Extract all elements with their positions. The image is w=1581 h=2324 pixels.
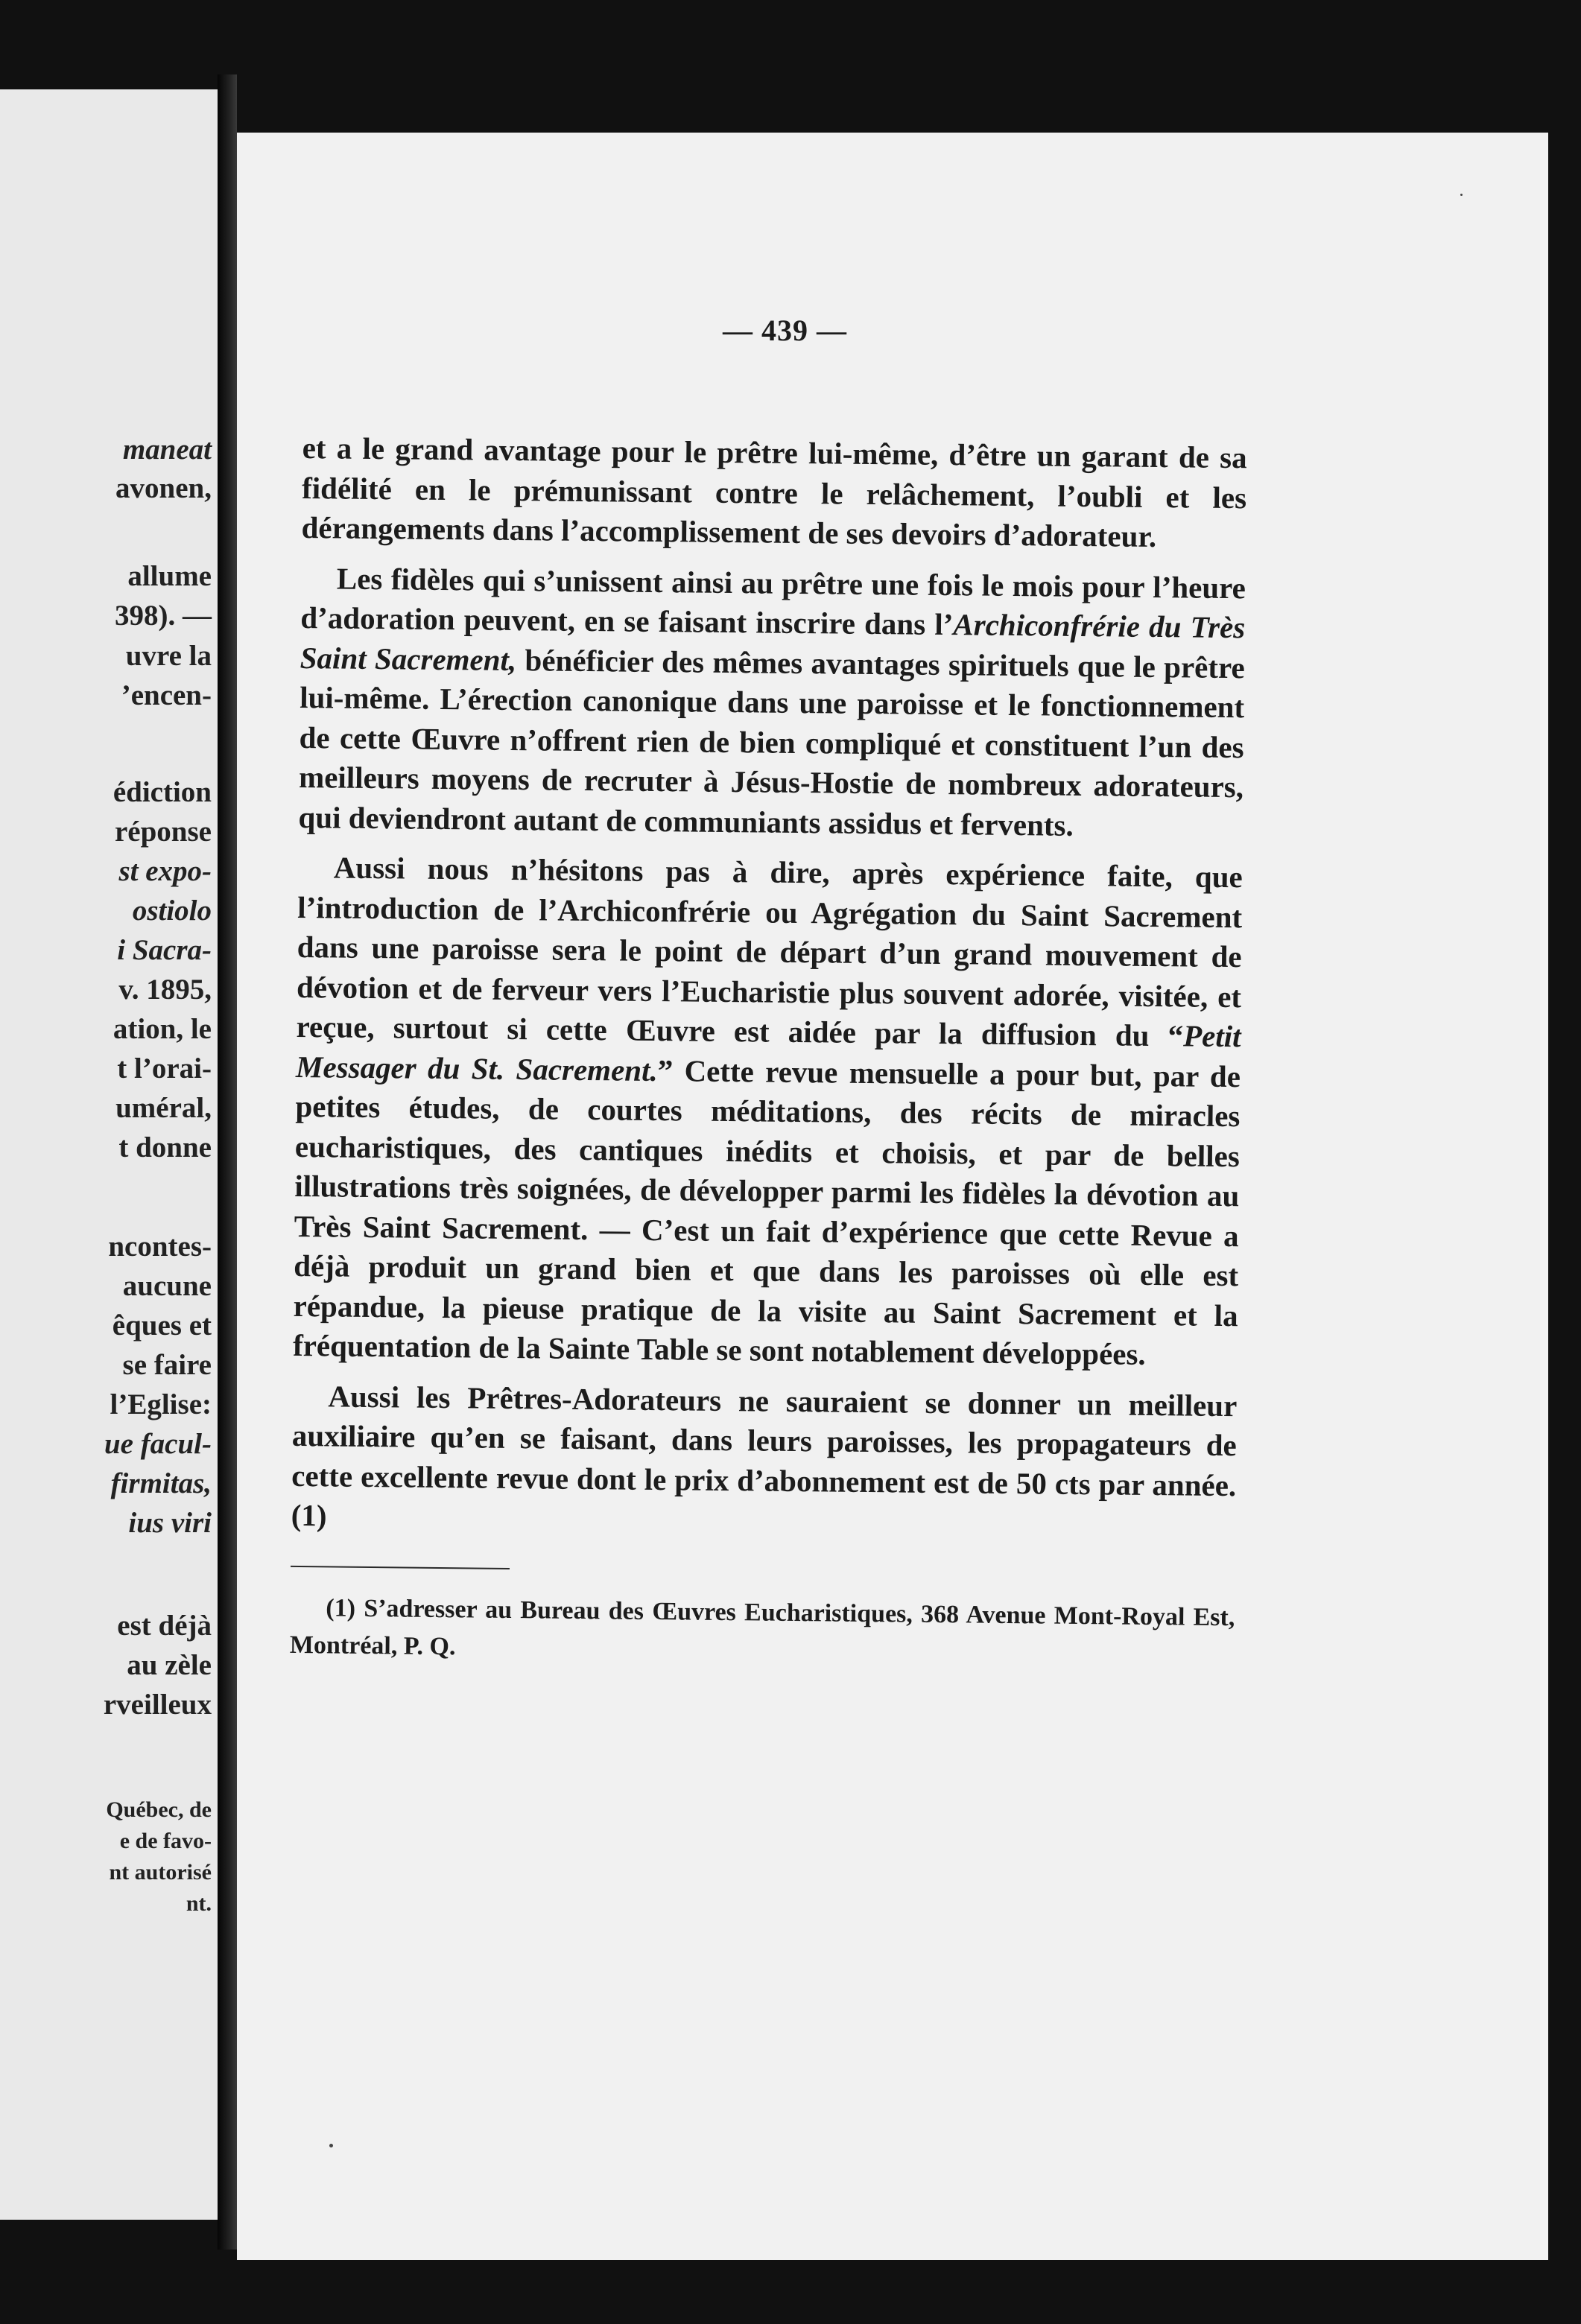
left-page-line: édiction: [113, 776, 212, 808]
left-page-line: aucune: [122, 1270, 212, 1302]
left-page-line: ation, le: [113, 1013, 212, 1045]
main-text-block: [290, 428, 1247, 1674]
speck: [1460, 194, 1463, 196]
left-page-line: ’encen-: [121, 679, 212, 711]
left-page-line: l’Eglise:: [110, 1388, 212, 1420]
text-run: bénéficier des mêmes avantages spirituels que le prêtre lui-même. L’érection canonique dans une paroisse et le fonctionnement de cette Œuvre n’offrent rien de bien compliqué et constituent l’un des meilleurs moyens de recruter à Jésus-Hostie de nombreux adorateurs, qui deviendront autant de communiants assidus et fervents.: [298, 642, 1245, 842]
left-page-line: uvre la: [125, 640, 212, 672]
left-page: [0, 89, 218, 2220]
left-page-line: 398). —: [115, 600, 212, 632]
italic-text: Petit Messager du St. Sacrement.: [295, 1018, 1241, 1088]
left-page-line: t l’orai-: [117, 1053, 212, 1085]
paragraph: [301, 428, 1247, 558]
left-page-line: i Sacra-: [117, 934, 212, 966]
paragraph: [293, 848, 1243, 1376]
paragraphs: [291, 428, 1246, 1546]
footnote: (1) S’adresser au Bureau des Œuvres Eucharistiques, 368 Avenue Mont-Royal Est, Montréal, P. Q.: [289, 1593, 1235, 1660]
text-run: ” Cette revue mensuelle a pour but, par de petites études, de courtes méditations, des récits de miracles eucharistiques, des cantiques inédits et choisis, et par de belles illustrations très soignées, de développer parmi les fidèles la dévotion au Très Saint Sacrement. — C’est un fait d’expérience que cette Revue a déjà produit un grand bien et que dans les paroisses où elle est répandue, la pieuse pratique de la visite au Saint Sacrement et la fréquentation de la Sainte Table se sont notablement développées.: [292, 1053, 1241, 1371]
left-page-line: ncontes-: [108, 1231, 212, 1263]
left-page-footnote-line: e de favo-: [119, 1829, 212, 1853]
page-number: — 439 —: [723, 314, 847, 347]
text-run: Aussi les Prêtres-Adorateurs ne sauraient se donner un meilleur auxiliaire qu’en se faisant, dans leurs paroisses, les propagateurs de cette excellente revue dont le prix d’abonnement est de 50 cts par année. (1): [291, 1378, 1238, 1533]
left-page-line: uméral,: [115, 1092, 212, 1124]
left-page-footnote-line: nt.: [186, 1891, 212, 1916]
left-page-line: firmitas,: [110, 1467, 212, 1499]
left-page-line: réponse: [115, 816, 212, 848]
paragraph: [298, 558, 1246, 847]
text-run: et a le grand avantage pour le prêtre lui-même, d’être un garant de sa fidélité en le prémunissant contre le relâchement, l’oubli et les dérangements dans l’accomplissement de ses devoirs d’adorateur.: [301, 430, 1247, 554]
left-page-line: maneat: [122, 434, 212, 466]
left-page-line: v. 1895,: [118, 974, 212, 1006]
left-page-line: est déjà: [117, 1610, 212, 1642]
footnote-rule: [291, 1565, 510, 1569]
speck: [329, 2144, 333, 2147]
left-page-line: avonen,: [115, 472, 212, 504]
left-page-footnote-line: nt autorisé: [109, 1860, 212, 1885]
left-page-line: au zèle: [127, 1649, 212, 1681]
book-gutter: [218, 74, 237, 2250]
text-run: Aussi nous n’hésitons pas à dire, après expérience faite, que l’introduction de l’Archiconfrérie ou Agrégation du Saint Sacrement dans une paroisse sera le point de départ d’un grand mouvement de dévotion et de ferveur vers l’Eucharistie plus souvent adorée, visitée, et reçue, surtout si cette Œuvre est aidée par la diffusion du “: [296, 850, 1243, 1053]
left-page-line: ue facul-: [104, 1428, 212, 1460]
left-page-line: êques et: [112, 1309, 212, 1342]
left-page-line: se faire: [122, 1349, 212, 1381]
left-page-footnote-line: Québec, de: [106, 1797, 212, 1822]
left-page-line: t donne: [118, 1131, 212, 1163]
left-page-line: ostiolo: [132, 895, 212, 927]
paragraph: [291, 1376, 1237, 1545]
left-page-line: allume: [127, 560, 212, 592]
left-page-line: ius viri: [128, 1507, 212, 1539]
italic-text: Archiconfrérie du Très Saint Sacrement,: [300, 607, 1246, 677]
left-page-line: st expo-: [118, 855, 212, 887]
left-page-line: rveilleux: [103, 1689, 212, 1721]
text-run: Les fidèles qui s’unissent ainsi au prêtre une fois le mois pour l’heure d’adoration peuvent, en se faisant inscrire dans l’: [300, 560, 1246, 642]
